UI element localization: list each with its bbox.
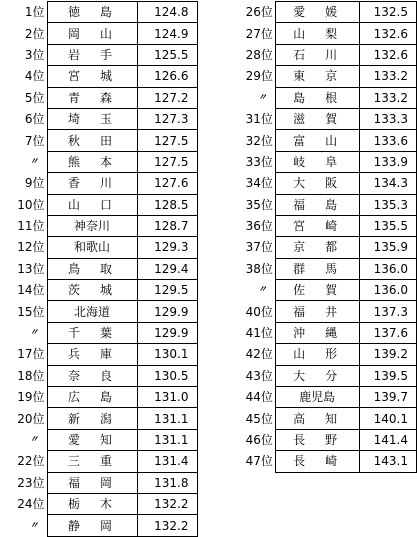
value-cell: 127.2: [137, 87, 197, 108]
ranking-table: [0, 1, 198, 537]
value-cell: 129.3: [137, 237, 197, 258]
rank-cell: 〃: [29, 435, 39, 445]
table-row: [231, 365, 417, 386]
prefecture-cell: 兵 庫: [47, 344, 137, 365]
value-cell: 130.1: [137, 344, 197, 365]
table-row: [0, 87, 197, 108]
table-row: [231, 151, 417, 172]
rank-cell: 15位: [17, 304, 45, 319]
table-row: [231, 44, 417, 65]
prefecture-cell: 北海道: [47, 301, 137, 322]
prefecture-cell: 大 分: [275, 365, 359, 386]
table-row: [0, 322, 197, 343]
rank-cell: 〃: [29, 156, 39, 167]
value-cell: 140.1: [359, 408, 416, 429]
table-row: [231, 87, 417, 108]
value-cell: 137.6: [359, 322, 416, 343]
prefecture-cell: 三 重: [47, 451, 137, 472]
value-cell: 124.8: [137, 2, 197, 23]
value-cell: 131.1: [137, 408, 197, 429]
prefecture-cell: 岐 阜: [275, 151, 359, 172]
rank-cell: 42位: [245, 347, 273, 362]
prefecture-cell: 神奈川: [47, 215, 137, 236]
value-cell: 132.5: [359, 2, 416, 23]
table-row: [0, 108, 197, 129]
prefecture-cell: 新 潟: [47, 408, 137, 429]
prefecture-cell: 宮 崎: [275, 215, 359, 236]
prefecture-cell: 静 岡: [47, 515, 137, 536]
table-row: [231, 387, 417, 408]
table-row: [231, 215, 417, 236]
rank-cell: 45位: [245, 411, 273, 426]
rank-cell: 23位: [17, 475, 45, 490]
rank-cell: 33位: [245, 154, 273, 169]
value-cell: 127.5: [137, 151, 197, 172]
table-row: [231, 429, 417, 450]
prefecture-cell: 茨 城: [47, 280, 137, 301]
rank-cell: 24位: [17, 497, 45, 512]
prefecture-cell: 京 都: [275, 237, 359, 258]
value-cell: 134.3: [359, 173, 416, 194]
prefecture-cell: 東 京: [275, 66, 359, 87]
value-cell: 133.6: [359, 130, 416, 151]
table-row: [231, 258, 417, 279]
value-cell: 127.6: [137, 173, 197, 194]
prefecture-cell: 石 川: [275, 44, 359, 65]
value-cell: 128.7: [137, 215, 197, 236]
value-cell: 141.4: [359, 429, 416, 450]
rank-cell: 31位: [245, 112, 273, 127]
value-cell: 131.4: [137, 451, 197, 472]
prefecture-cell: 熊 本: [47, 151, 137, 172]
table-row: [231, 23, 417, 44]
value-cell: 130.5: [137, 365, 197, 386]
table-row: [0, 451, 197, 472]
rank-cell: 3位: [24, 47, 45, 62]
value-cell: 125.5: [137, 44, 197, 65]
rank-cell: 37位: [245, 240, 273, 255]
value-cell: 129.5: [137, 280, 197, 301]
table-row: [0, 387, 197, 408]
rank-cell: 34位: [245, 176, 273, 191]
rank-cell: 〃: [29, 520, 39, 531]
rank-cell: 12位: [17, 240, 45, 255]
rank-cell: 〃: [29, 328, 39, 339]
table-row: [231, 2, 417, 23]
table-row: [0, 151, 197, 172]
prefecture-cell: 富 山: [275, 130, 359, 151]
value-cell: 136.0: [359, 280, 416, 301]
prefecture-cell: 埼 玉: [47, 108, 137, 129]
prefecture-cell: 岡 山: [47, 23, 137, 44]
prefecture-cell: 山 口: [47, 194, 137, 215]
prefecture-cell: 沖 縄: [275, 322, 359, 343]
prefecture-cell: 宮 城: [47, 66, 137, 87]
rank-cell: 19位: [17, 390, 45, 405]
table-row: [231, 451, 417, 472]
prefecture-cell: 鳥 取: [47, 258, 137, 279]
value-cell: 136.0: [359, 258, 416, 279]
prefecture-cell: 長 野: [275, 429, 359, 450]
prefecture-cell: 秋 田: [47, 130, 137, 151]
prefecture-cell: 栃 木: [47, 493, 137, 514]
rank-cell: 22位: [17, 454, 45, 469]
rank-cell: 17位: [17, 347, 45, 362]
table-row: [0, 194, 197, 215]
value-cell: 135.9: [359, 237, 416, 258]
value-cell: 131.8: [137, 472, 197, 493]
rank-cell: 27位: [245, 26, 273, 41]
value-cell: 126.6: [137, 66, 197, 87]
value-cell: 143.1: [359, 451, 416, 472]
rank-cell: 〃: [257, 92, 267, 103]
prefecture-cell: 長 崎: [275, 451, 359, 472]
prefecture-cell: 愛 媛: [275, 2, 359, 23]
table-row: [0, 365, 197, 386]
table-row: [0, 344, 197, 365]
rank-cell: 13位: [17, 261, 45, 276]
ranking-table-body: [231, 2, 417, 473]
value-cell: 133.9: [359, 151, 416, 172]
table-row: [0, 515, 197, 536]
ranking-table-left: [0, 1, 198, 537]
table-row: [231, 280, 417, 301]
table-row: [0, 280, 197, 301]
prefecture-cell: 群 馬: [275, 258, 359, 279]
table-row: [0, 66, 197, 87]
prefecture-cell: 青 森: [47, 87, 137, 108]
prefecture-cell: 福 井: [275, 301, 359, 322]
prefecture-cell: 福 島: [275, 194, 359, 215]
prefecture-cell: 高 知: [275, 408, 359, 429]
table-row: [0, 23, 197, 44]
prefecture-cell: 岩 手: [47, 44, 137, 65]
rank-cell: 〃: [257, 285, 267, 296]
rank-cell: 1位: [24, 5, 45, 20]
table-row: [231, 408, 417, 429]
table-row: [0, 493, 197, 514]
value-cell: 135.3: [359, 194, 416, 215]
rank-cell: 10位: [17, 197, 45, 212]
rank-cell: 11位: [17, 219, 45, 234]
prefecture-cell: 奈 良: [47, 365, 137, 386]
value-cell: 137.3: [359, 301, 416, 322]
rank-cell: 4位: [24, 69, 45, 84]
value-cell: 132.6: [359, 44, 416, 65]
table-row: [231, 194, 417, 215]
table-row: [231, 108, 417, 129]
table-row: [231, 173, 417, 194]
table-row: [231, 237, 417, 258]
table-row: [231, 322, 417, 343]
prefecture-cell: 鹿児島: [275, 387, 359, 408]
value-cell: 133.2: [359, 87, 416, 108]
table-row: [231, 130, 417, 151]
rank-cell: 44位: [245, 390, 273, 405]
rank-cell: 26位: [245, 5, 273, 20]
rank-cell: 41位: [245, 326, 273, 341]
table-row: [0, 472, 197, 493]
rank-cell: 14位: [17, 283, 45, 298]
prefecture-cell: 香 川: [47, 173, 137, 194]
value-cell: 127.5: [137, 130, 197, 151]
value-cell: 132.6: [359, 23, 416, 44]
ranking-table: [231, 1, 417, 473]
rank-cell: 2位: [24, 26, 45, 41]
ranking-table-right: [231, 1, 417, 473]
value-cell: 132.2: [137, 515, 197, 536]
rank-cell: 9位: [24, 176, 45, 191]
table-row: [0, 44, 197, 65]
prefecture-cell: 島 根: [275, 87, 359, 108]
rank-cell: 18位: [17, 368, 45, 383]
rank-cell: 46位: [245, 433, 273, 447]
value-cell: 131.1: [137, 429, 197, 450]
prefecture-cell: 広 島: [47, 387, 137, 408]
rank-cell: 29位: [245, 69, 273, 84]
rank-cell: 20位: [17, 411, 45, 426]
value-cell: 139.7: [359, 387, 416, 408]
value-cell: 124.9: [137, 23, 197, 44]
prefecture-cell: 大 阪: [275, 173, 359, 194]
prefecture-cell: 福 岡: [47, 472, 137, 493]
table-row: [0, 215, 197, 236]
value-cell: 135.5: [359, 215, 416, 236]
table-row: [0, 301, 197, 322]
value-cell: 131.0: [137, 387, 197, 408]
rank-cell: 36位: [245, 219, 273, 234]
table-row: [231, 301, 417, 322]
rank-cell: 38位: [245, 261, 273, 276]
rank-cell: 5位: [24, 90, 45, 105]
prefecture-cell: 和歌山: [47, 237, 137, 258]
value-cell: 139.5: [359, 365, 416, 386]
rank-cell: 32位: [245, 133, 273, 148]
table-row: [0, 429, 197, 450]
value-cell: 133.3: [359, 108, 416, 129]
prefecture-cell: 山 梨: [275, 23, 359, 44]
prefecture-cell: 山 形: [275, 344, 359, 365]
prefecture-cell: 千 葉: [47, 322, 137, 343]
table-row: [0, 237, 197, 258]
table-row: [0, 130, 197, 151]
rank-cell: 6位: [24, 112, 45, 127]
table-row: [0, 408, 197, 429]
table-row: [231, 344, 417, 365]
rank-cell: 7位: [24, 133, 45, 148]
value-cell: 129.9: [137, 301, 197, 322]
value-cell: 128.5: [137, 194, 197, 215]
table-row: [0, 2, 197, 23]
rank-cell: 43位: [245, 368, 273, 383]
rank-cell: 47位: [245, 454, 273, 469]
rank-cell: 35位: [245, 197, 273, 212]
value-cell: 139.2: [359, 344, 416, 365]
prefecture-cell: 滋 賀: [275, 108, 359, 129]
rank-cell: 40位: [245, 304, 273, 319]
table-row: [0, 258, 197, 279]
rank-cell: 28位: [245, 47, 273, 62]
table-row: [0, 173, 197, 194]
value-cell: 129.9: [137, 322, 197, 343]
prefecture-cell: 徳 島: [47, 2, 137, 23]
table-row: [231, 66, 417, 87]
value-cell: 133.2: [359, 66, 416, 87]
value-cell: 127.3: [137, 108, 197, 129]
prefecture-cell: 愛 知: [47, 429, 137, 450]
value-cell: 129.4: [137, 258, 197, 279]
prefecture-cell: 佐 賀: [275, 280, 359, 301]
ranking-table-body: [0, 2, 197, 537]
value-cell: 132.2: [137, 493, 197, 514]
